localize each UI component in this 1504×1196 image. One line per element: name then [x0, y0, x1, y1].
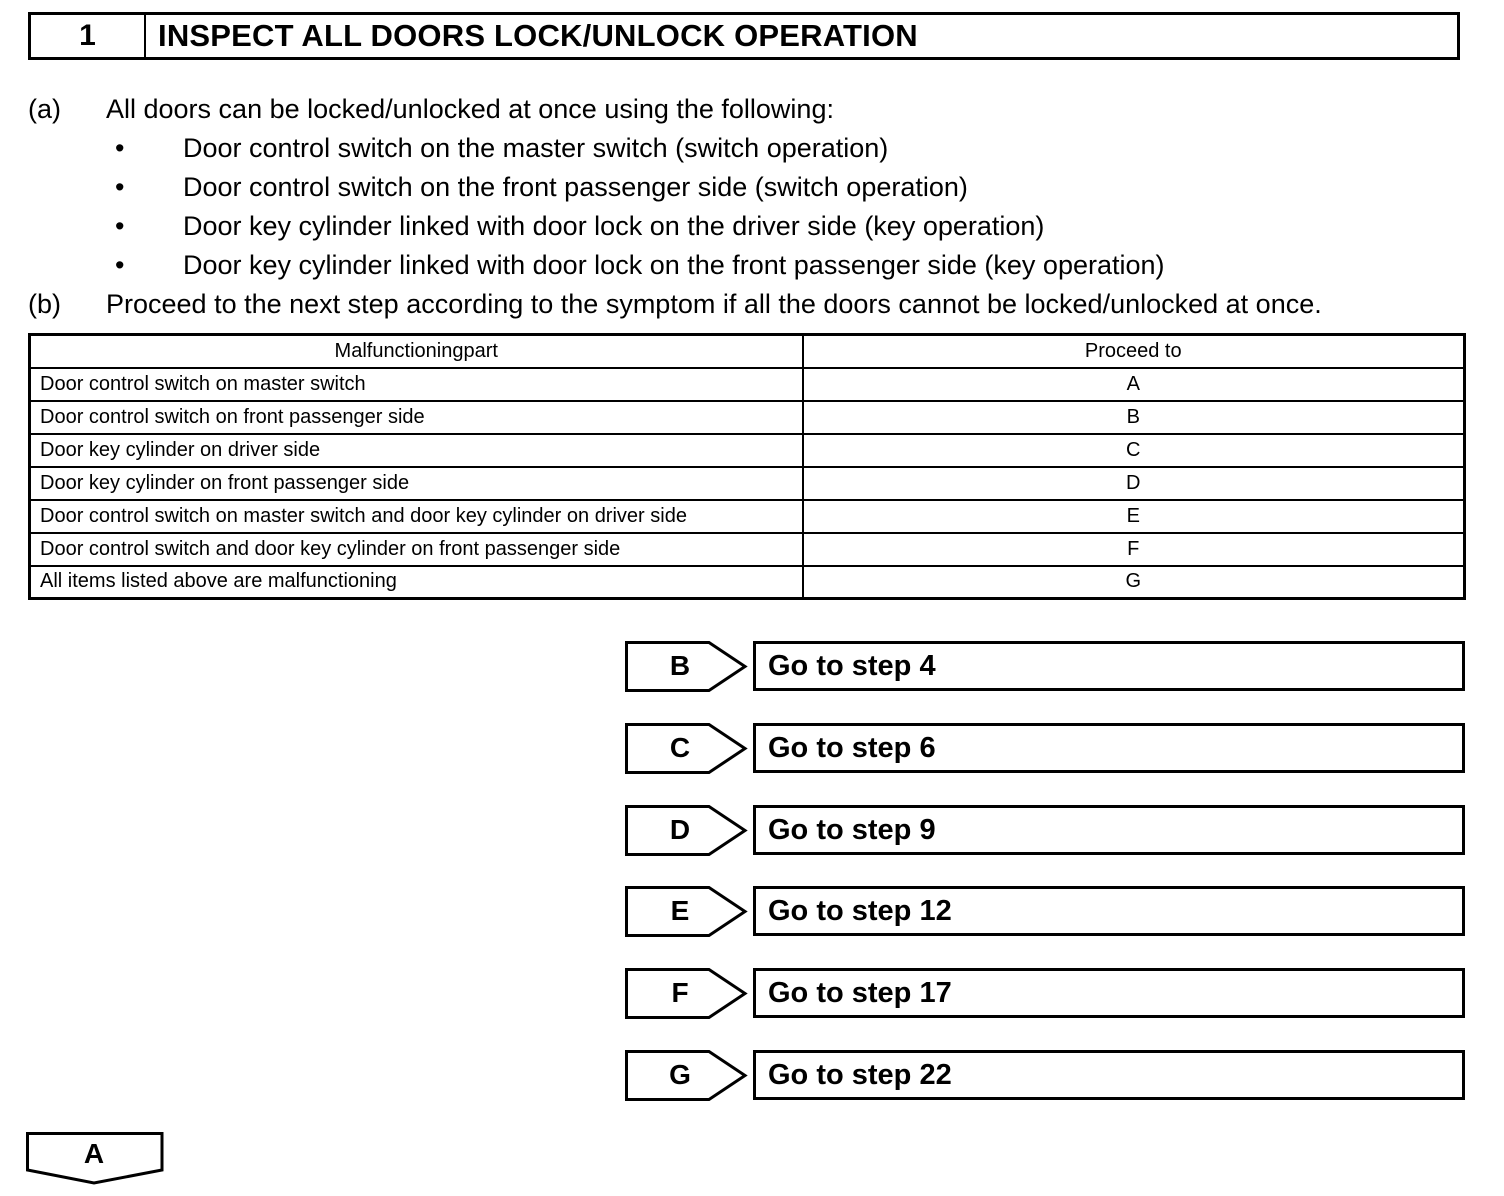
goto-row-d[interactable] — [625, 805, 1467, 857]
instruction-b-label: (b) — [28, 289, 61, 319]
goto-destination: Go to step 9 — [753, 805, 1465, 855]
step-header — [28, 12, 1460, 60]
table-row — [30, 434, 1465, 467]
bullet-text: Door control switch on the front passenger side (switch operation) — [183, 172, 968, 202]
malfunction-cell: Door control switch on master switch — [30, 368, 803, 401]
malfunction-cell: Door control switch and door key cylinder on front passenger side — [30, 533, 803, 566]
bullet-text: Door control switch on the master switch (switch operation) — [183, 133, 889, 163]
bullet-dot: • — [115, 172, 125, 202]
malfunction-cell: Door control switch on master switch and door key cylinder on driver side — [30, 500, 803, 533]
goto-code: F — [671, 977, 689, 1008]
goto-destination: Go to step 6 — [753, 723, 1465, 773]
table-row — [30, 368, 1465, 401]
bullet-dot: • — [115, 133, 125, 163]
goto-destination: Go to step 12 — [753, 886, 1465, 936]
table-row — [30, 533, 1465, 566]
proceed-cell: D — [803, 467, 1465, 500]
malfunction-cell: Door control switch on front passenger side — [30, 401, 803, 434]
continue-code: A — [83, 1138, 105, 1169]
table-row — [30, 500, 1465, 533]
goto-code: G — [669, 1059, 691, 1090]
goto-row-g[interactable] — [625, 1050, 1467, 1102]
instruction-b-text: Proceed to the next step according to the symptom if all the doors cannot be locked/unlocked at once. — [106, 289, 1322, 319]
bullet-dot: • — [115, 211, 125, 241]
instruction-a-text: All doors can be locked/unlocked at once using the following: — [106, 94, 834, 124]
table-row — [30, 401, 1465, 434]
proceed-cell: B — [803, 401, 1465, 434]
goto-row-f[interactable] — [625, 968, 1467, 1020]
column-header-part: Malfunctioningpart — [30, 335, 803, 368]
step-number: 1 — [31, 15, 146, 57]
proceed-cell: C — [803, 434, 1465, 467]
bullet-dot: • — [115, 250, 125, 280]
goto-destination: Go to step 22 — [753, 1050, 1465, 1100]
table-header-row — [30, 335, 1465, 368]
step-title: INSPECT ALL DOORS LOCK/UNLOCK OPERATION — [158, 18, 918, 53]
instruction-a-label: (a) — [28, 94, 61, 124]
table-row — [30, 566, 1465, 599]
goto-code: C — [669, 732, 691, 763]
bullet-text: Door key cylinder linked with door lock on the driver side (key operation) — [183, 211, 1045, 241]
goto-code: E — [670, 895, 690, 926]
malfunction-cell: Door key cylinder on front passenger side — [30, 467, 803, 500]
goto-row-b[interactable] — [625, 641, 1467, 693]
goto-destination: Go to step 4 — [753, 641, 1465, 691]
malfunction-cell: All items listed above are malfunctioning — [30, 566, 803, 599]
malfunction-cell: Door key cylinder on driver side — [30, 434, 803, 467]
goto-code: D — [669, 814, 691, 845]
continue-marker-a[interactable] — [26, 1132, 164, 1186]
column-header-proceed: Proceed to — [803, 335, 1465, 368]
goto-destination: Go to step 17 — [753, 968, 1465, 1018]
goto-row-e[interactable] — [625, 886, 1467, 938]
goto-code: B — [669, 650, 691, 681]
goto-row-c[interactable] — [625, 723, 1467, 775]
proceed-cell: F — [803, 533, 1465, 566]
proceed-cell: E — [803, 500, 1465, 533]
proceed-cell: G — [803, 566, 1465, 599]
table-row — [30, 467, 1465, 500]
symptom-table — [28, 333, 1466, 600]
bullet-text: Door key cylinder linked with door lock on the front passenger side (key operation) — [183, 250, 1165, 280]
proceed-cell: A — [803, 368, 1465, 401]
